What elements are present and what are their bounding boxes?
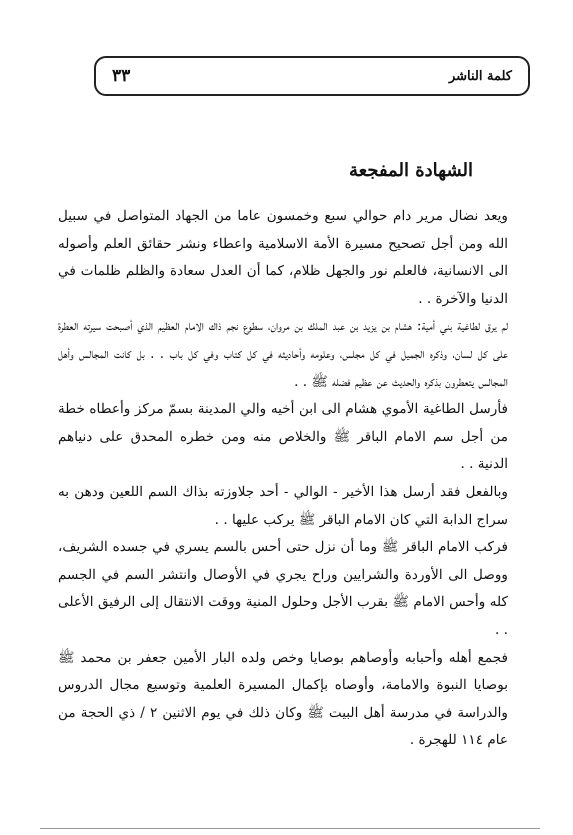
paragraph: ويعد نضال مرير دام حوالي سبع وخمسون عاما من الجهاد المتواصل في سبيل الله ومن أجل تصحيح مسيرة الأمة الاسلامية واعطاء ونشر حقائق العلم وأصوله الى الانسانية، فالعلم نور والجهل ظلام، كما أن العدل سعادة والظلم ظلمات في الدنيا والآخرة . . bbox=[58, 208, 508, 307]
paragraph: فأرسل الطاغية الأموي هشام الى ابن أخيه والي المدينة بسمّ مركز وأعطاه خطة من أجل سم الامام الباقر ﷺ والخلاص منه ومن خطره المحدق على دنياهم الدنية . . bbox=[58, 401, 509, 473]
paragraph: فجمع أهله وأحبابه وأوصاهم بوصايا وخص ولده البار الأمين جعفر بن محمد ﷺ بوصايا النبوة والامامة، وأوصاه بإكمال المسيرة العلمية وتوسيع مجال الدروس والدراسة في مدرسة أهل البيت ﷺ وكان ذلك في يوم الاثنين ٢ / ذي الحجة من عام ١١٤ للهجرة . bbox=[58, 649, 508, 749]
page-number: ٣٣ bbox=[112, 66, 131, 86]
running-header bbox=[94, 56, 530, 96]
paragraph: وبالفعل فقد أرسل هذا الأخير - الوالي - أحد جلاوزته بذاك السم اللعين ودهن به سراج الدابة التي كان الامام الباقر ﷺ يركب عليها . . bbox=[58, 483, 508, 528]
section-title: الشهادة المفجعة bbox=[349, 160, 473, 181]
body-text bbox=[58, 203, 508, 755]
paragraph: لم يرق لطاغية بني أمية: هشام بن يزيد بن عبد الملك بن مروان، سطوع نجم ذاك الامام العظيم الذي أصبحت سيرته العطرة على كل لسان، وذكره الجميل في كل مجلس، وعلومه وأحاديثه في كل كتاب وفي كل باب . . بل كانت المجالس وأهل المجالس يتعطرون بذكره والحديث عن عظيم فضله ﷺ . . bbox=[58, 318, 508, 390]
paragraph: فركب الامام الباقر ﷺ وما أن نزل حتى أحس بالسم يسري في جسده الشريف، ووصل الى الأوردة والشرايين وراح يجري في الأوصال وانتشر السم في الجسم كله وأحس الامام ﷺ بقرب الأجل وحلول المنية ووقت الانتقال إلى الرفيق الأعلى . . bbox=[58, 539, 508, 638]
header-title: كلمة الناشر bbox=[448, 68, 512, 84]
bottom-divider bbox=[40, 828, 540, 829]
